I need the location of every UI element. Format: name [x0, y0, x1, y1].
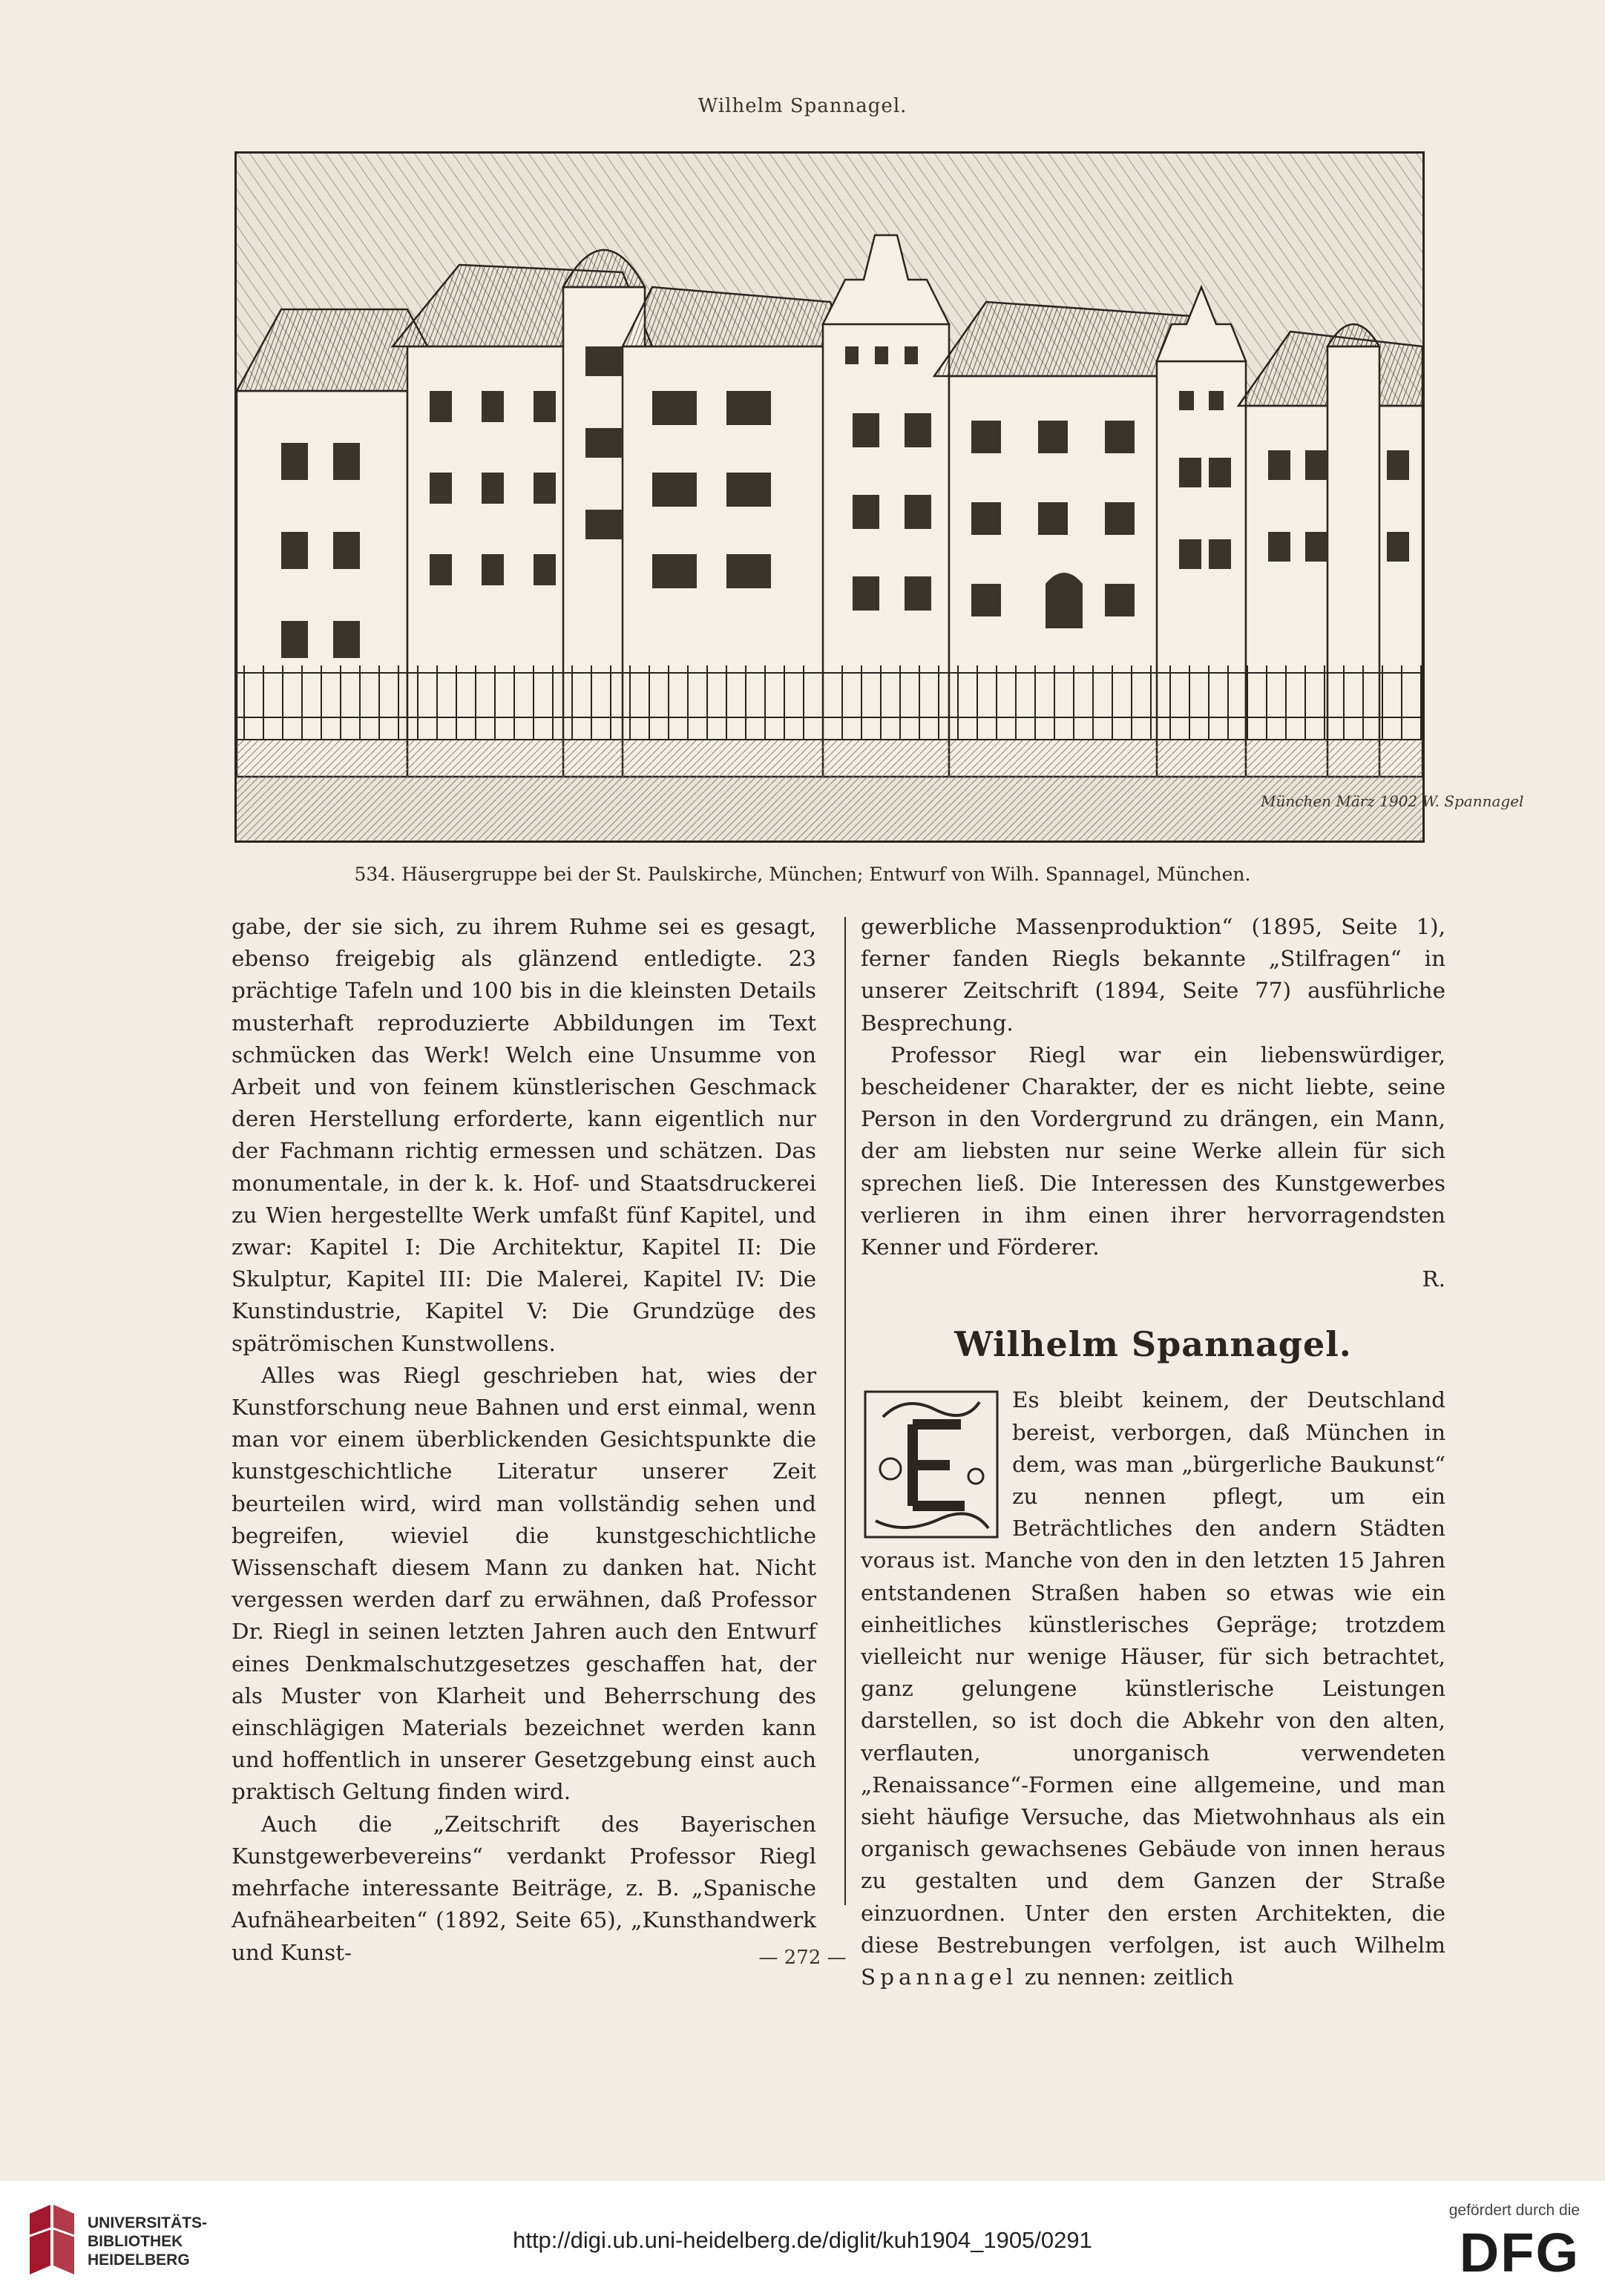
- funding-note: [1448, 2202, 1580, 2283]
- decorative-initial-e: [861, 1387, 1002, 1542]
- illustration-plate: [234, 151, 1524, 843]
- right-column: [861, 911, 1445, 1993]
- left-column: [232, 911, 816, 1969]
- right-paragraph-1: gewerbliche Massenproduktion“ (1895, Seite 1), ferner fanden Riegls bekannte „Stilfragen“ in unserer Zeitschrift (1894, Seite 77) ausführliche Besprechung.: [861, 914, 1445, 1036]
- column-rule: [844, 917, 846, 1905]
- right-paragraph-2: Professor Riegl war ein liebenswürdiger, bescheidener Charakter, der es nicht liebte, seine Person in den Vordergrund zu drängen, ein Mann, der am liebsten nur seine Werke allein für sich sprechen ließ. Die Interessen des Kunstgewerbes verlieren in ihm einen ihrer hervorragendsten Kenner und Förderer.: [861, 1042, 1445, 1260]
- page-number: — 272 —: [758, 1947, 847, 1969]
- article-text-start: Es bleibt keinem, der Deutschland bereist, verborgen, daß München in dem, was man „bürgerliche Baukunst“ zu nennen pflegt, um ein Beträchtliches den andern Städten voraus ist. Manche von den in den letzten 15 Jahren entstandenen Straßen haben so etwas wie ein einheitliches künstlerisches Gepräge; trotzdem vielleicht nur wenige Häuser, für sich betrachtet, ganz gelungene künstlerische Leistungen darstellen, so ist doch die Abkehr von den alten, verflauten, unorganisch verwendeten „Renaissance“-Formen eine allgemeine, und man sieht häufige Versuche, das Mietwohnhaus als ein organisch gewachsenes Gebäude von innen heraus zu gestalten und dem Ganzen der Straße einzuordnen. Unter den ersten Architekten, die diese Bestrebungen verfolgen, ist auch Wilhelm: [861, 1387, 1445, 1958]
- left-paragraph-1: gabe, der sie sich, zu ihrem Ruhme sei es gesagt, ebenso freigebig als glänzend entledigte. 23 prächtige Tafeln und 100 bis in die kleinsten Details musterhaft reproduzierte Abbildungen im Text schmücken das Werk! Welch eine Unsumme von Arbeit und von feinem künstlerischen Geschmack deren Herstellung erforderte, kann eigentlich nur der Fachmann richtig ermessen und schätzen. Das monumentale, in der k. k. Hof- und Staatsdruckerei zu Wien hergestellte Werk umfaßt fünf Kapitel, und zwar: Kapitel I: Die Architektur, Kapitel II: Die Skulptur, Kapitel III: Die Malerei, Kapitel IV: Die Kunstindustrie, Kapitel V: Die Grundzüge des spätrömischen Kunstwollens.: [232, 914, 816, 1356]
- library-name-line-3: HEIDELBERG: [88, 2251, 190, 2269]
- author-initial: R.: [1422, 1266, 1445, 1292]
- permalink-url[interactable]: http://digi.ub.uni-heidelberg.de/diglit/kuh1904_1905/0291: [513, 2227, 1092, 2253]
- running-head: Wilhelm Spannagel.: [698, 95, 907, 117]
- library-name-line-1: UNIVERSITÄTS-: [88, 2214, 208, 2231]
- entrance-arch: [1046, 573, 1083, 628]
- funding-label: gefördert durch die: [1448, 2202, 1580, 2219]
- spaced-name: Spannagel: [861, 1964, 1018, 1990]
- library-name-line-2: BIBLIOTHEK: [88, 2233, 183, 2250]
- article-text-end: zu nennen: zeitlich: [1024, 1964, 1234, 1990]
- digitization-footer: [0, 2181, 1605, 2296]
- article-title: Wilhelm Spannagel.: [954, 1324, 1352, 1365]
- dfg-logo: DFG: [1459, 2222, 1580, 2283]
- left-paragraph-2: Alles was Riegl geschrieben hat, wies der Kunstforschung neue Bahnen und erst einmal, wenn man vor einem überblickenden Gesichtspunkte die kunstgeschichtliche Literatur unserer Zeit beurteilen wird, wird man vollständig sehen und begreifen, wieviel die kunstgeschichtliche Wissenschaft diesem Mann zu danken hat. Nicht vergessen werden darf zu erwähnen, daß Professor Dr. Riegl in seinen letzten Jahren auch den Entwurf eines Denkmalschutzgesetzes geschaffen hat, der als Muster von Klarheit und Beherrschung des einschlägigen Materials bezeichnet werden kann und hoffentlich in unserer Gesetzgebung einst auch praktisch Geltung finden wird.: [232, 1362, 816, 1805]
- left-paragraph-3: Auch die „Zeitschrift des Bayerischen Kunstgewerbevereins“ verdankt Professor Riegl mehrfache interessante Beiträge, z. B. „Spanische Aufnähearbeiten“ (1892, Seite 65), „Kunsthandwerk und Kunst-: [232, 1811, 816, 1965]
- article-body: [861, 1384, 1445, 1993]
- artist-signature: München März 1902 W. Spannagel: [1261, 792, 1524, 810]
- house-group-drawing: [237, 154, 1524, 841]
- figure-caption: 534. Häusergruppe bei der St. Paulskirche, München; Entwurf von Wilh. Spannagel, München.: [354, 864, 1251, 885]
